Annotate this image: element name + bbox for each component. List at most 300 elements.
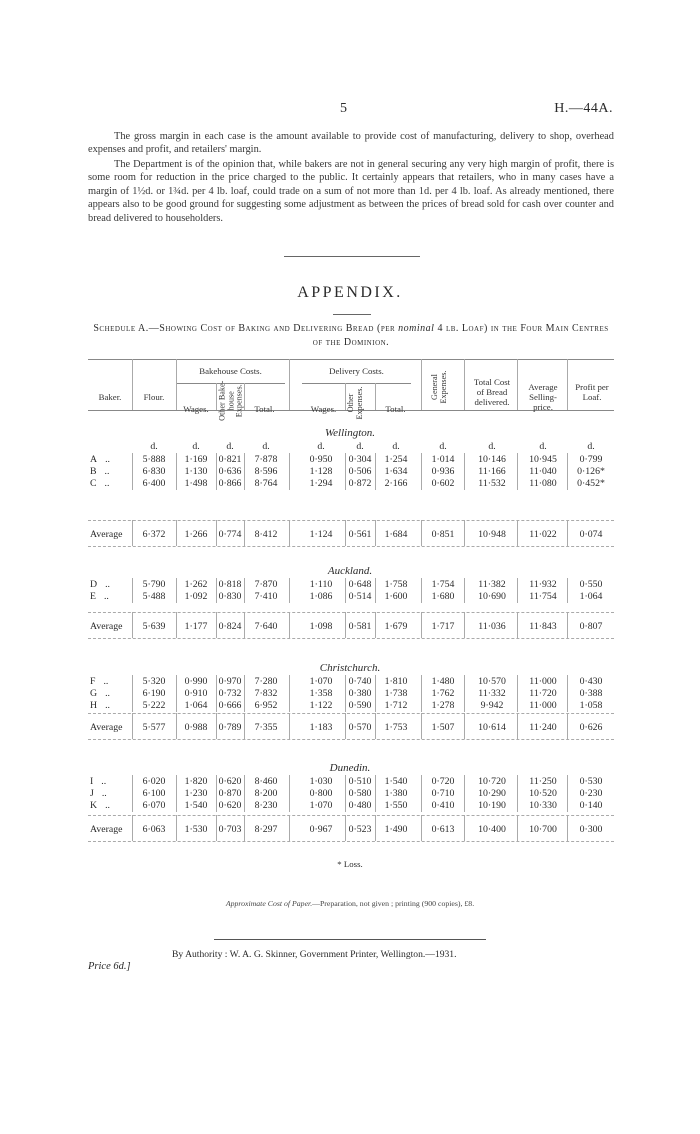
- header-delivery-other: Other Expenses.: [346, 386, 364, 420]
- cell-bakehouse-other: 0·620: [218, 776, 242, 787]
- column-divider: [517, 453, 518, 490]
- average-total-cost: 11·036: [478, 621, 506, 632]
- section-heading: Wellington.: [324, 427, 375, 439]
- leader-dots: ..: [101, 788, 107, 799]
- leader-dots: ..: [105, 800, 110, 811]
- cell-profit: 0·230: [579, 788, 603, 799]
- leader-dots: ..: [105, 700, 110, 711]
- cell-profit: 0·550: [579, 579, 603, 590]
- column-divider: [464, 775, 465, 812]
- header-general-expenses: General Expenses.: [430, 370, 448, 404]
- cell-delivery-wages: 1·128: [309, 466, 333, 477]
- baker-label: [90, 466, 109, 478]
- cell-total-cost: 11·532: [478, 478, 506, 489]
- average-flour: 6·372: [142, 529, 166, 540]
- cell-bakehouse-wages: 1·262: [184, 579, 208, 590]
- cell-delivery-total: 1·758: [384, 579, 408, 590]
- average-bakehouse-other: 0·789: [218, 722, 242, 733]
- average-separator: [88, 713, 614, 714]
- cell-delivery-wages: 1·070: [309, 676, 333, 687]
- cell-total-cost: 9·942: [480, 700, 504, 711]
- unit-total-cost: d.: [488, 441, 496, 452]
- unit-profit: d.: [587, 441, 595, 452]
- column-divider: [289, 775, 290, 812]
- cell-delivery-wages: 1·030: [309, 776, 333, 787]
- document-reference: H.—44A.: [554, 101, 613, 116]
- cell-delivery-other: 0·304: [348, 454, 372, 465]
- cell-delivery-total: 1·634: [384, 466, 408, 477]
- average-separator: [88, 739, 614, 740]
- section-heading: Auckland.: [327, 565, 373, 577]
- average-bakehouse-total: 8·412: [254, 529, 278, 540]
- header-divider: [421, 359, 422, 410]
- cell-bakehouse-wages: 1·130: [184, 466, 208, 477]
- header-divider: [464, 359, 465, 410]
- column-divider: [464, 453, 465, 490]
- cell-general-expenses: 1·762: [431, 688, 455, 699]
- average-separator: [88, 612, 614, 613]
- column-divider: [244, 578, 245, 603]
- baker-label: [90, 776, 106, 788]
- average-delivery-other: 0·581: [348, 621, 372, 632]
- average-separator: [88, 520, 614, 521]
- average-label: Average: [90, 722, 123, 733]
- average-general-expenses: 1·717: [431, 621, 455, 632]
- column-divider: [464, 675, 465, 712]
- average-flour: 6·063: [142, 824, 166, 835]
- baker-code: J: [90, 788, 94, 799]
- cell-bakehouse-total: 7·280: [254, 676, 278, 687]
- average-profit: 0·807: [579, 621, 603, 632]
- paragraph-gross-margin: The gross margin in each case is the amount available to provide cost of manufacturing, delivery to shop, overhead expenses and profit, and retailers' margin.: [88, 131, 614, 156]
- baker-label: [90, 800, 110, 812]
- header-divider: [216, 383, 217, 410]
- cell-flour: 5·222: [142, 700, 166, 711]
- header-profit: Profit per Loaf.: [575, 382, 609, 402]
- cell-flour: 5·790: [142, 579, 166, 590]
- average-bakehouse-wages: 1·530: [184, 824, 208, 835]
- baker-code: C: [90, 478, 97, 489]
- column-divider: [345, 775, 346, 812]
- cell-flour: 6·400: [142, 478, 166, 489]
- cell-delivery-other: 0·740: [348, 676, 372, 687]
- header-total-cost: Total Cost of Bread delivered.: [473, 377, 511, 407]
- average-bakehouse-total: 7·640: [254, 621, 278, 632]
- header-divider: [345, 383, 346, 410]
- column-divider: [244, 675, 245, 712]
- cell-bakehouse-other: 0·818: [218, 579, 242, 590]
- average-bakehouse-other: 0·774: [218, 529, 242, 540]
- column-divider: [567, 675, 568, 712]
- baker-label: [90, 676, 108, 688]
- average-bakehouse-other: 0·824: [218, 621, 242, 632]
- average-total-cost: 10·614: [478, 722, 506, 733]
- cell-total-cost: 10·720: [478, 776, 506, 787]
- cell-delivery-total: 1·738: [384, 688, 408, 699]
- cell-average-price: 10·330: [529, 800, 557, 811]
- cell-delivery-total: 1·254: [384, 454, 408, 465]
- cell-bakehouse-wages: 1·498: [184, 478, 208, 489]
- average-separator: [88, 546, 614, 547]
- average-total-cost: 10·400: [478, 824, 506, 835]
- baker-label: [90, 591, 109, 603]
- cell-flour: 5·320: [142, 676, 166, 687]
- footer-rule: [214, 939, 486, 940]
- leader-dots: ..: [101, 776, 107, 787]
- cell-average-price: 11·754: [529, 591, 557, 602]
- cell-profit: 0·430: [579, 676, 603, 687]
- unit-delivery-total: d.: [392, 441, 400, 452]
- average-bakehouse-total: 8·297: [254, 824, 278, 835]
- cell-general-expenses: 1·480: [431, 676, 455, 687]
- cell-delivery-wages: 0·950: [309, 454, 333, 465]
- baker-code: A: [90, 454, 98, 465]
- cell-average-price: 11·250: [529, 776, 557, 787]
- cell-profit: 0·388: [579, 688, 603, 699]
- column-divider: [132, 578, 133, 603]
- average-delivery-total: 1·684: [384, 529, 408, 540]
- cell-general-expenses: 1·278: [431, 700, 455, 711]
- cell-average-price: 10·520: [529, 788, 557, 799]
- cell-delivery-wages: 1·122: [309, 700, 333, 711]
- unit-bakehouse-wages: d.: [192, 441, 200, 452]
- leader-dots: ..: [105, 688, 110, 699]
- baker-label: [90, 579, 110, 591]
- cell-general-expenses: 0·410: [431, 800, 455, 811]
- column-divider: [375, 775, 376, 812]
- baker-code: I: [90, 776, 94, 787]
- average-bakehouse-total: 7·355: [254, 722, 278, 733]
- column-divider: [176, 578, 177, 603]
- cell-bakehouse-total: 7·878: [254, 454, 278, 465]
- cell-delivery-total: 1·600: [384, 591, 408, 602]
- cell-total-cost: 10·290: [478, 788, 506, 799]
- column-divider: [345, 578, 346, 603]
- page-number: 5: [340, 101, 347, 116]
- schedule-title-end: 4 lb. Loaf) in the Four Main Centres of the Dominion.: [312, 323, 609, 348]
- cell-delivery-other: 0·872: [348, 478, 372, 489]
- cell-delivery-other: 0·648: [348, 579, 372, 590]
- leader-dots: ..: [104, 478, 110, 489]
- average-general-expenses: 0·613: [431, 824, 455, 835]
- cell-delivery-other: 0·590: [348, 700, 372, 711]
- paragraph-department-opinion: The Department is of the opinion that, while bakers are not in general securing any very high margin of profit, there is some room for reduction in the price charged to the public. It certainly appears that retailers, who in many cases have a margin of 1½d. or 1¾d. per 4 lb. loaf, could trade on a sum of not more than 1d. per 4 lb. loaf. As already mentioned, there appears also to be good ground for suggesting some adjustment as between the prices of bread sold for cash over counter and bread delivered to householders.: [88, 159, 614, 224]
- average-total-cost: 10·948: [478, 529, 506, 540]
- column-divider: [289, 578, 290, 603]
- schedule-title-italic: nominal: [398, 323, 435, 334]
- baker-code: E: [90, 591, 96, 602]
- cell-flour: 6·020: [142, 776, 166, 787]
- column-divider: [132, 775, 133, 812]
- column-divider: [216, 578, 217, 603]
- column-divider: [421, 675, 422, 712]
- cell-bakehouse-total: 8·200: [254, 788, 278, 799]
- average-profit: 0·300: [579, 824, 603, 835]
- baker-label: [90, 478, 109, 490]
- cell-general-expenses: 1·014: [431, 454, 455, 465]
- baker-label: [90, 688, 110, 700]
- column-divider: [176, 675, 177, 712]
- average-delivery-wages: 1·124: [309, 529, 333, 540]
- cell-bakehouse-other: 0·970: [218, 676, 242, 687]
- average-delivery-other: 0·523: [348, 824, 372, 835]
- cell-bakehouse-other: 0·666: [218, 700, 242, 711]
- header-divider: [567, 359, 568, 410]
- cell-average-price: 10·945: [529, 454, 557, 465]
- header-divider: [375, 383, 376, 410]
- cell-flour: 6·190: [142, 688, 166, 699]
- average-profit: 0·074: [579, 529, 603, 540]
- cell-bakehouse-total: 8·764: [254, 478, 278, 489]
- cell-average-price: 11·720: [529, 688, 557, 699]
- paper-cost-detail: —Preparation, not given ; printing (900 copies), £8.: [312, 899, 475, 908]
- average-delivery-other: 0·570: [348, 722, 372, 733]
- cell-average-price: 11·932: [529, 579, 557, 590]
- cell-profit: 0·530: [579, 776, 603, 787]
- unit-bakehouse-other: d.: [226, 441, 234, 452]
- cell-total-cost: 10·146: [478, 454, 506, 465]
- baker-code: G: [90, 688, 98, 699]
- average-bakehouse-wages: 0·988: [184, 722, 208, 733]
- cell-bakehouse-total: 7·410: [254, 591, 278, 602]
- average-label: Average: [90, 621, 123, 632]
- average-profit: 0·626: [579, 722, 603, 733]
- cell-delivery-wages: 1·070: [309, 800, 333, 811]
- cell-delivery-total: 1·810: [384, 676, 408, 687]
- cell-flour: 6·830: [142, 466, 166, 477]
- column-divider: [517, 578, 518, 603]
- cell-bakehouse-wages: 0·990: [184, 676, 208, 687]
- header-average-price: Average Selling-price.: [528, 382, 558, 412]
- column-divider: [244, 775, 245, 812]
- header-bakehouse-wages: Wages.: [183, 404, 209, 414]
- cell-delivery-other: 0·480: [348, 800, 372, 811]
- average-delivery-total: 1·490: [384, 824, 408, 835]
- column-divider: [176, 453, 177, 490]
- average-separator: [88, 841, 614, 842]
- cell-delivery-other: 0·380: [348, 688, 372, 699]
- paper-cost-note: [0, 899, 700, 908]
- cell-profit: 1·064: [579, 591, 603, 602]
- cell-bakehouse-wages: 1·092: [184, 591, 208, 602]
- unit-delivery-wages: d.: [317, 441, 325, 452]
- cell-profit: 0·140: [579, 800, 603, 811]
- column-divider: [176, 775, 177, 812]
- baker-label: [90, 454, 110, 466]
- unit-bakehouse-total: d.: [262, 441, 270, 452]
- average-average-price: 11·240: [529, 722, 557, 733]
- average-general-expenses: 0·851: [431, 529, 455, 540]
- header-baker: Baker.: [98, 392, 122, 402]
- cell-total-cost: 11·332: [478, 688, 506, 699]
- cell-bakehouse-wages: 1·820: [184, 776, 208, 787]
- cell-delivery-total: 1·550: [384, 800, 408, 811]
- section-heading: Dunedin.: [329, 762, 371, 774]
- unit-delivery-other: d.: [356, 441, 364, 452]
- schedule-title: [88, 322, 614, 350]
- average-bakehouse-wages: 1·177: [184, 621, 208, 632]
- average-delivery-total: 1·753: [384, 722, 408, 733]
- cell-delivery-total: 1·712: [384, 700, 408, 711]
- header-delivery-total: Total.: [385, 404, 406, 414]
- cell-total-cost: 10·570: [478, 676, 506, 687]
- cell-bakehouse-other: 0·870: [218, 788, 242, 799]
- cell-bakehouse-other: 0·732: [218, 688, 242, 699]
- cell-delivery-wages: 1·110: [309, 579, 333, 590]
- cell-bakehouse-wages: 1·230: [184, 788, 208, 799]
- average-delivery-total: 1·679: [384, 621, 408, 632]
- cell-delivery-wages: 0·800: [309, 788, 333, 799]
- cell-general-expenses: 1·680: [431, 591, 455, 602]
- unit-flour: d.: [150, 441, 158, 452]
- cell-profit: 0·799: [579, 454, 603, 465]
- cell-delivery-other: 0·580: [348, 788, 372, 799]
- cell-profit: 0·452*: [577, 478, 605, 489]
- column-divider: [289, 675, 290, 712]
- cell-bakehouse-wages: 1·540: [184, 800, 208, 811]
- printer-authority: By Authority : W. A. G. Skinner, Government Printer, Wellington.—1931.: [172, 949, 457, 960]
- column-divider: [216, 453, 217, 490]
- cell-delivery-other: 0·506: [348, 466, 372, 477]
- cell-delivery-total: 1·380: [384, 788, 408, 799]
- column-divider: [421, 578, 422, 603]
- column-divider: [345, 453, 346, 490]
- cell-bakehouse-other: 0·821: [218, 454, 242, 465]
- header-bakehouse-costs: Bakehouse Costs.: [199, 366, 262, 376]
- average-separator: [88, 815, 614, 816]
- average-delivery-wages: 1·098: [309, 621, 333, 632]
- header-divider: [244, 383, 245, 410]
- cell-bakehouse-wages: 0·910: [184, 688, 208, 699]
- average-label: Average: [90, 529, 123, 540]
- column-divider: [289, 453, 290, 490]
- baker-code: F: [90, 676, 96, 687]
- column-divider: [375, 453, 376, 490]
- column-divider: [567, 578, 568, 603]
- cell-flour: 6·070: [142, 800, 166, 811]
- cell-total-cost: 11·382: [478, 579, 506, 590]
- cell-delivery-wages: 1·358: [309, 688, 333, 699]
- cell-profit: 1·058: [579, 700, 603, 711]
- cell-bakehouse-other: 0·830: [218, 591, 242, 602]
- cell-general-expenses: 0·720: [431, 776, 455, 787]
- cell-bakehouse-wages: 1·064: [184, 700, 208, 711]
- section-divider: [284, 256, 420, 257]
- cell-bakehouse-total: 8·596: [254, 466, 278, 477]
- cell-bakehouse-other: 0·866: [218, 478, 242, 489]
- leader-dots: ..: [103, 676, 109, 687]
- average-delivery-other: 0·561: [348, 529, 372, 540]
- leader-dots: ..: [103, 591, 109, 602]
- appendix-heading: APPENDIX.: [297, 284, 403, 301]
- baker-code: D: [90, 579, 98, 590]
- column-divider: [375, 578, 376, 603]
- baker-code: H: [90, 700, 98, 711]
- header-bakehouse-other: Other Bake-house Expenses.: [217, 380, 244, 421]
- cell-bakehouse-total: 8·230: [254, 800, 278, 811]
- average-average-price: 11·022: [529, 529, 557, 540]
- average-delivery-wages: 0·967: [309, 824, 333, 835]
- column-divider: [567, 775, 568, 812]
- price-note: Price 6d.]: [88, 961, 131, 972]
- unit-average-price: d.: [539, 441, 547, 452]
- column-divider: [216, 675, 217, 712]
- cell-average-price: 11·000: [529, 676, 557, 687]
- column-divider: [216, 775, 217, 812]
- cell-flour: 5·488: [142, 591, 166, 602]
- cell-average-price: 11·040: [529, 466, 557, 477]
- average-flour: 5·577: [142, 722, 166, 733]
- column-divider: [132, 675, 133, 712]
- baker-code: B: [90, 466, 97, 477]
- cell-total-cost: 10·690: [478, 591, 506, 602]
- average-general-expenses: 1·507: [431, 722, 455, 733]
- leader-dots: ..: [105, 454, 110, 465]
- average-bakehouse-other: 0·703: [218, 824, 242, 835]
- column-divider: [567, 453, 568, 490]
- cell-general-expenses: 1·754: [431, 579, 455, 590]
- average-average-price: 10·700: [529, 824, 557, 835]
- paper-cost-label: Approximate Cost of Paper.: [225, 899, 313, 908]
- header-flour: Flour.: [143, 392, 165, 402]
- section-heading: Christchurch.: [319, 662, 381, 674]
- header-divider: [517, 359, 518, 410]
- header-delivery-wages: Wages.: [310, 404, 337, 414]
- cell-bakehouse-total: 7·832: [254, 688, 278, 699]
- cell-flour: 6·100: [142, 788, 166, 799]
- cell-delivery-wages: 1·086: [309, 591, 333, 602]
- average-delivery-wages: 1·183: [309, 722, 333, 733]
- cell-flour: 5·888: [142, 454, 166, 465]
- unit-general-expenses: d.: [439, 441, 447, 452]
- header-divider: [176, 359, 177, 410]
- baker-label: [90, 788, 107, 800]
- column-divider: [421, 775, 422, 812]
- leader-dots: ..: [105, 579, 110, 590]
- cell-total-cost: 10·190: [478, 800, 506, 811]
- column-divider: [132, 453, 133, 490]
- header-divider: [289, 359, 290, 410]
- column-divider: [244, 453, 245, 490]
- header-bakehouse-total: Total.: [254, 404, 275, 414]
- average-flour: 5·639: [142, 621, 166, 632]
- cell-delivery-total: 2·166: [384, 478, 408, 489]
- cell-bakehouse-other: 0·636: [218, 466, 242, 477]
- cell-bakehouse-total: 6·952: [254, 700, 278, 711]
- heading-underline: [333, 314, 371, 315]
- cell-general-expenses: 0·602: [431, 478, 455, 489]
- cell-bakehouse-total: 8·460: [254, 776, 278, 787]
- column-divider: [517, 775, 518, 812]
- cell-bakehouse-other: 0·620: [218, 800, 242, 811]
- schedule-title-start: Schedule A.—Showing Cost of Baking and Delivering Bread (per: [93, 323, 399, 334]
- average-bakehouse-wages: 1·266: [184, 529, 208, 540]
- cell-bakehouse-total: 7·870: [254, 579, 278, 590]
- average-label: Average: [90, 824, 123, 835]
- cell-general-expenses: 0·936: [431, 466, 455, 477]
- cell-bakehouse-wages: 1·169: [184, 454, 208, 465]
- cell-general-expenses: 0·710: [431, 788, 455, 799]
- column-divider: [517, 675, 518, 712]
- average-separator: [88, 638, 614, 639]
- cell-profit: 0·126*: [577, 466, 605, 477]
- column-divider: [345, 675, 346, 712]
- header-divider: [132, 359, 133, 410]
- cell-delivery-wages: 1·294: [309, 478, 333, 489]
- loss-footnote: * Loss.: [337, 859, 363, 869]
- average-average-price: 11·843: [529, 621, 557, 632]
- cell-average-price: 11·080: [529, 478, 557, 489]
